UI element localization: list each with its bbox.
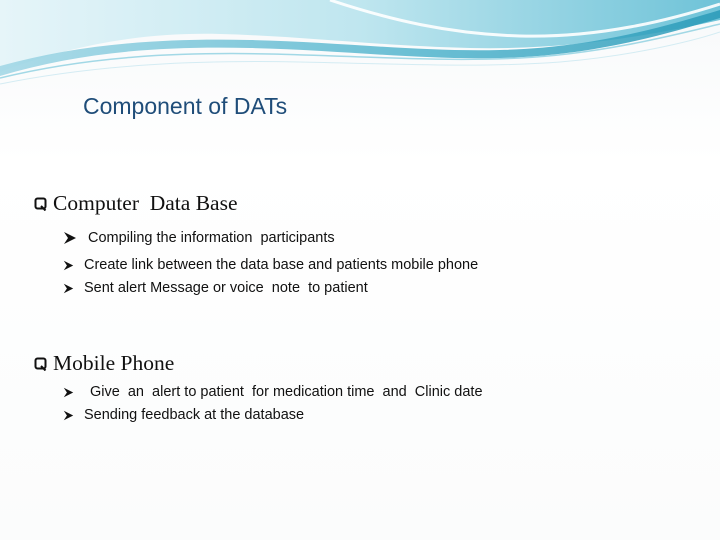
list-item-text: Compiling the information participants (88, 230, 335, 246)
list-item-text: Give an alert to patient for medication time and Clinic date (90, 384, 483, 400)
arrowhead-icon (63, 410, 74, 421)
list-item (63, 230, 335, 246)
list-item (63, 280, 368, 296)
section-heading-label: Mobile Phone (53, 351, 175, 375)
hollow-square-q-icon (34, 197, 47, 210)
section-heading-computer-database (34, 191, 238, 216)
slide-title: Component of DATs (83, 93, 288, 119)
hollow-square-q-icon (34, 357, 47, 370)
list-item-text: Create link between the data base and patients mobile phone (84, 257, 479, 273)
list-item (63, 407, 304, 423)
arrowhead-icon (63, 283, 74, 294)
list-item-text: Sent alert Message or voice note to patient (84, 280, 368, 296)
section-heading-mobile-phone (34, 351, 174, 376)
section-heading-label: Computer Data Base (53, 191, 238, 215)
arrowhead-icon (63, 387, 74, 398)
arrowhead-icon (63, 231, 77, 245)
arrowhead-icon (63, 260, 74, 271)
list-item-text: Sending feedback at the database (84, 407, 305, 423)
list-item (63, 384, 483, 400)
list-item (63, 257, 478, 273)
header-wave-decoration (0, 0, 720, 90)
